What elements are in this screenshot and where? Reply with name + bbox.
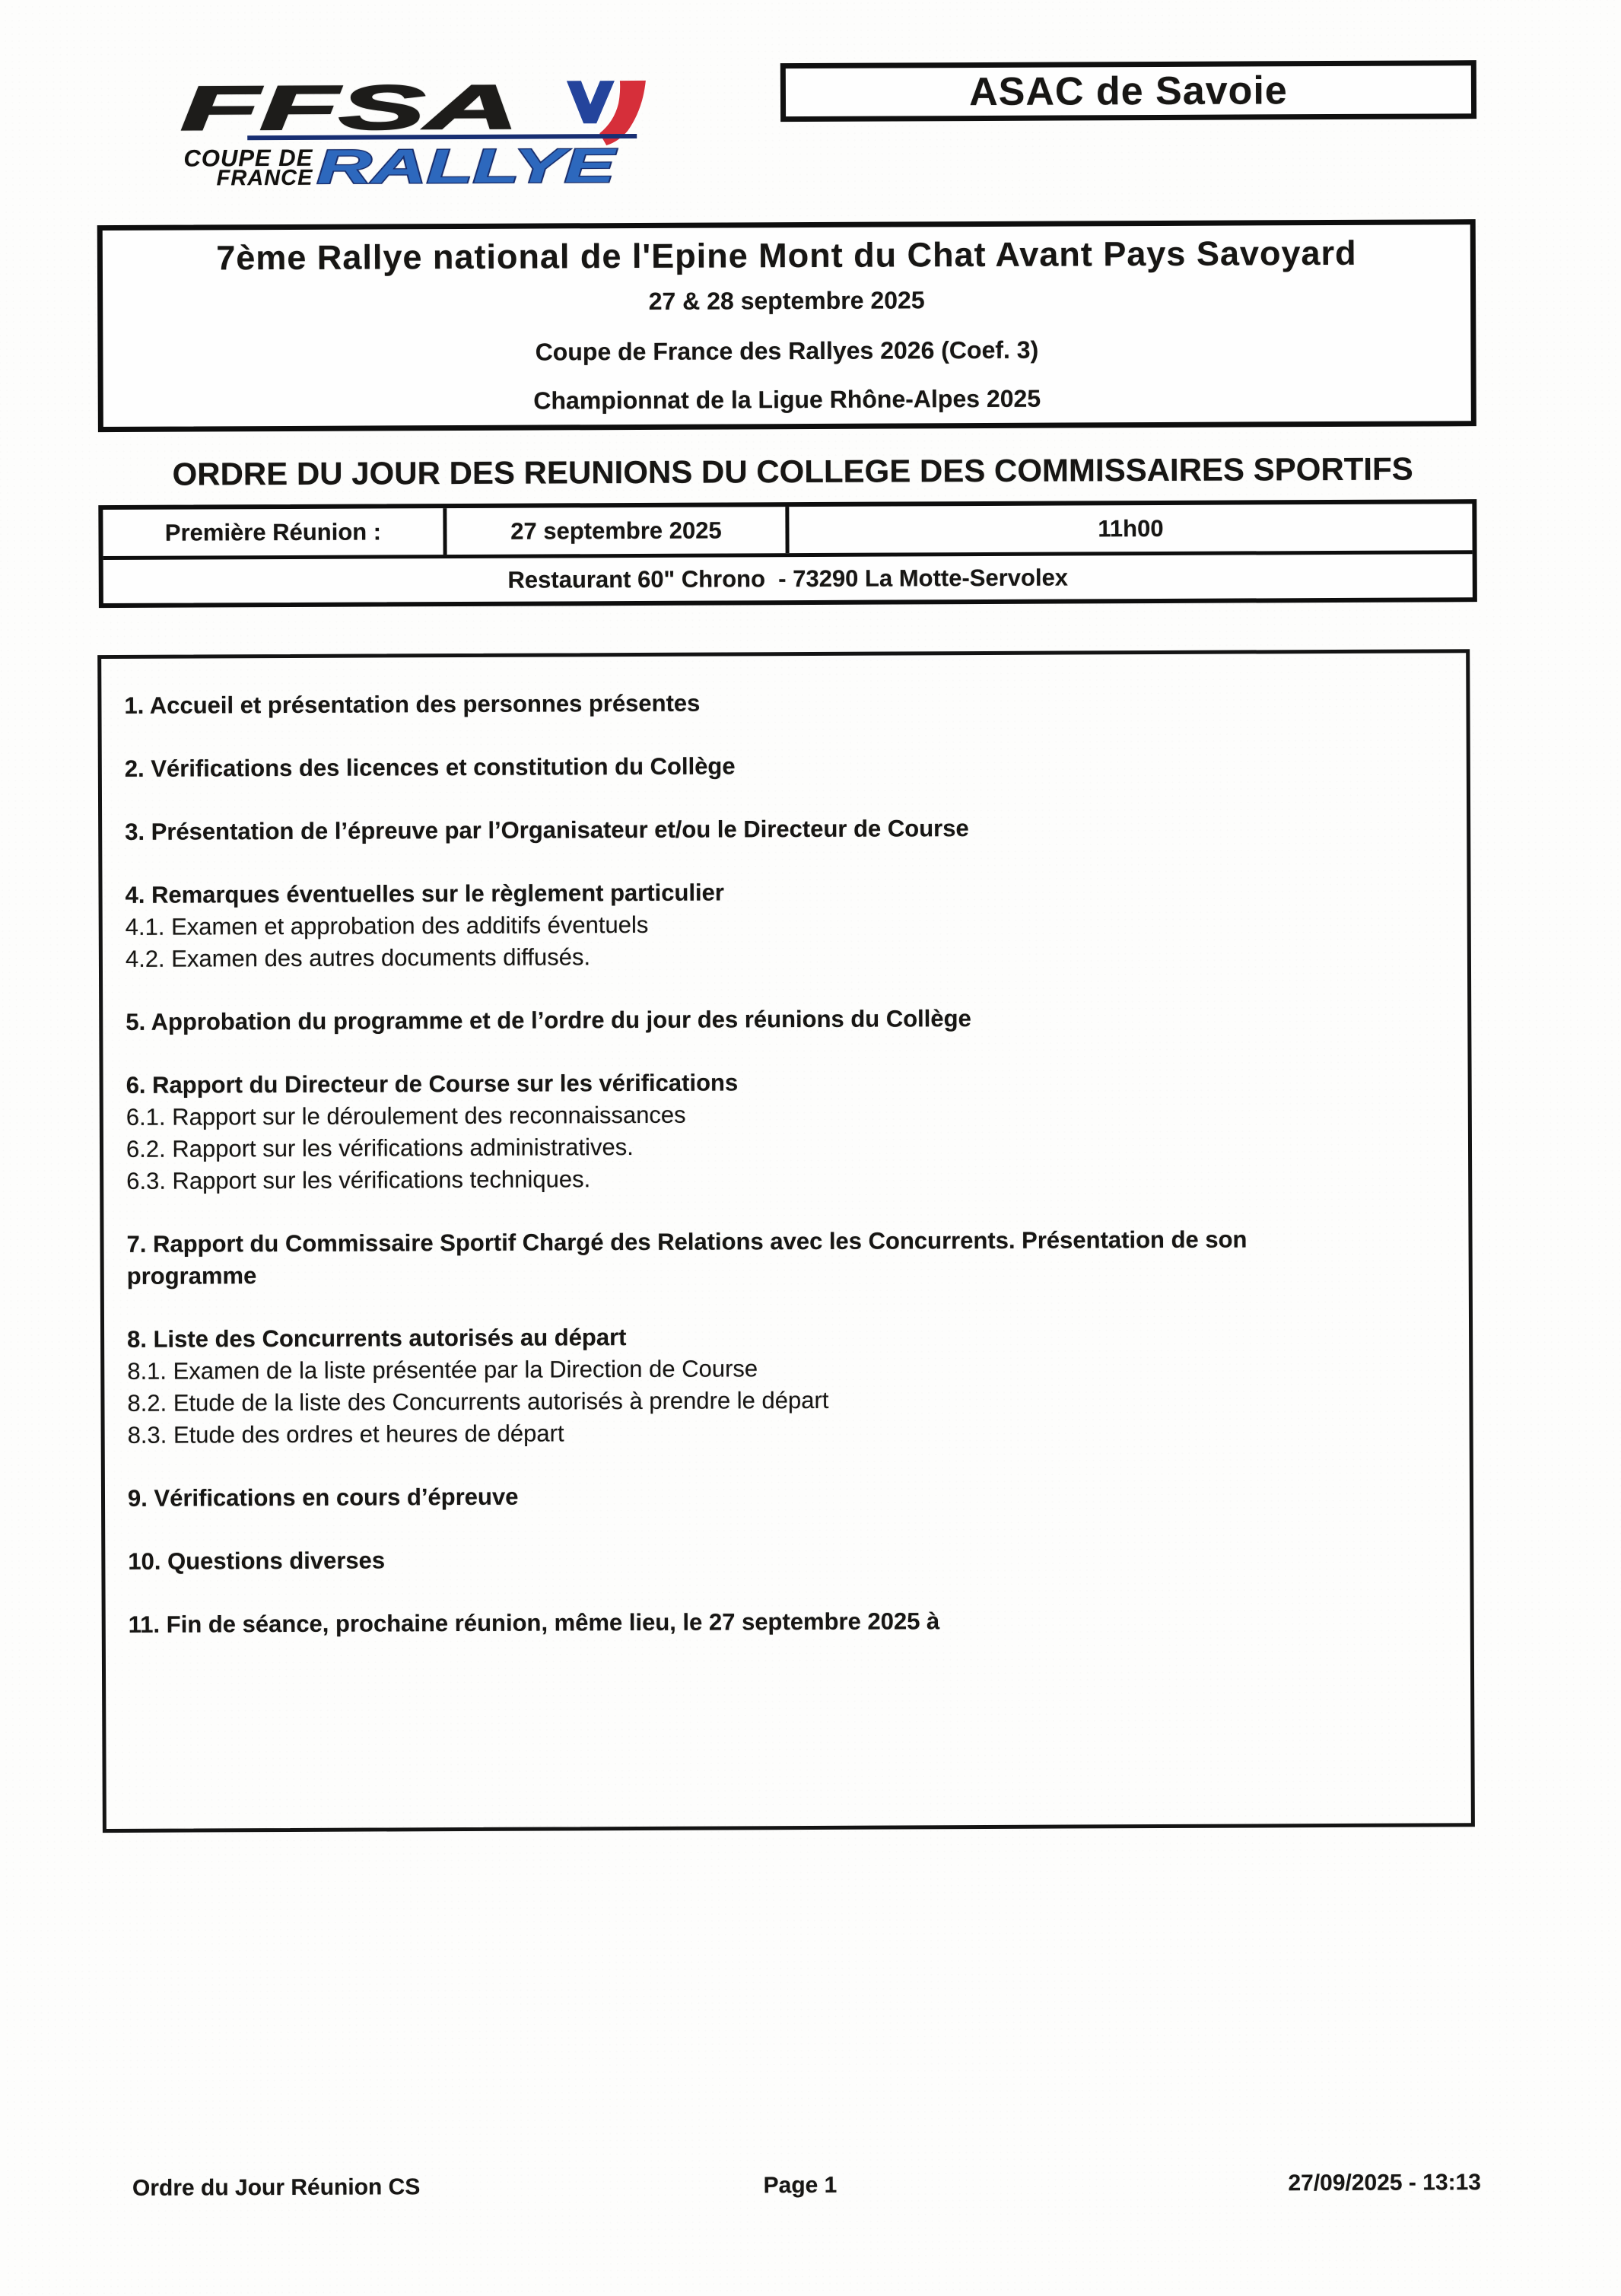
ffsa-rallye-logo-graphic xyxy=(159,73,654,193)
meeting-time-cell: 11h00 xyxy=(1098,514,1164,542)
ffsa-rallye-logo xyxy=(159,73,654,193)
agenda-item-8-3: 8.3. Etude des ordres et heures de départ xyxy=(127,1420,564,1449)
agenda-item-6: 6. Rapport du Directeur de Course sur les vérifications xyxy=(126,1069,739,1099)
agenda-item-10: 10. Questions diverses xyxy=(128,1547,386,1575)
agenda-item-8-1: 8.1. Examen de la liste présentée par la Direction de Course xyxy=(127,1355,758,1385)
event-championship: Championnat de la Ligue Rhône-Alpes 2025 xyxy=(533,384,1041,415)
agenda-item-5: 5. Approbation du programme et de l’ordre du jour des réunions du Collège xyxy=(126,1005,971,1035)
agenda-item-3: 3. Présentation de l’épreuve par l’Organisateur et/ou le Directeur de Course xyxy=(125,815,969,845)
event-title: 7ème Rallye national de l'Epine Mont du Chat Avant Pays Savoyard xyxy=(216,233,1357,278)
meeting-row-main xyxy=(103,504,1472,556)
club-box xyxy=(780,60,1476,122)
agenda-item-4: 4. Remarques éventuelles sur le règlement particulier xyxy=(125,879,725,908)
agenda-item-6-1: 6.1. Rapport sur le déroulement des reconnaissances xyxy=(126,1101,686,1131)
agenda-item-1: 1. Accueil et présentation des personnes présentes xyxy=(124,689,701,719)
meeting-date-cell: 27 septembre 2025 xyxy=(447,507,789,555)
agenda-item-8-2: 8.2. Etude de la liste des Concurrents autorisés à prendre le départ xyxy=(127,1386,829,1417)
event-dates: 27 & 28 septembre 2025 xyxy=(648,286,925,315)
meeting-label-cell: Première Réunion : xyxy=(103,508,447,556)
ffsa-wordmark: FFSA xyxy=(180,73,344,144)
france-text: FRANCE xyxy=(216,165,313,191)
event-title-box xyxy=(97,219,1476,432)
meeting-table xyxy=(98,499,1477,608)
agenda-item-2: 2. Vérifications des licences et constitution du Collège xyxy=(124,752,736,782)
agenda-item-6-2: 6.2. Rapport sur les vérifications administratives. xyxy=(126,1134,634,1162)
agenda-item-8: 8. Liste des Concurrents autorisés au départ xyxy=(127,1324,627,1353)
agenda-item-9: 9. Vérifications en cours d’épreuve xyxy=(127,1483,519,1512)
rallye-wordmark: RALLYE xyxy=(316,139,505,193)
document-heading: ORDRE DU JOUR DES REUNIONS DU COLLEGE DES COMMISSAIRES SPORTIFS xyxy=(172,450,1413,492)
agenda-item-4-1: 4.1. Examen et approbation des additifs éventuels xyxy=(125,911,649,940)
agenda-item-7-continued: programme xyxy=(126,1262,257,1290)
event-cup: Coupe de France des Rallyes 2026 (Coef. 3) xyxy=(535,335,1039,366)
footer-document-name: Ordre du Jour Réunion CS xyxy=(132,2174,421,2201)
agenda-item-4-2: 4.2. Examen des autres documents diffusés. xyxy=(125,943,591,972)
agenda-box xyxy=(97,649,1475,1833)
agenda-item-7: 7. Rapport du Commissaire Sportif Chargé des Relations avec les Concurrents. Présentation de son xyxy=(126,1226,1248,1258)
club-name: ASAC de Savoie xyxy=(969,68,1288,114)
footer-datetime: 27/09/2025 - 13:13 xyxy=(1288,2170,1482,2196)
agenda-item-11: 11. Fin de séance, prochaine réunion, même lieu, le 27 septembre 2025 à xyxy=(128,1608,940,1638)
meeting-location-cell: Restaurant 60" Chrono - 73290 La Motte-Servolex xyxy=(103,550,1473,603)
agenda-item-6-3: 6.3. Rapport sur les vérifications techniques. xyxy=(126,1165,591,1194)
footer-page-number: Page 1 xyxy=(763,2172,838,2199)
coupe-de-text: COUPE DE xyxy=(183,144,313,172)
